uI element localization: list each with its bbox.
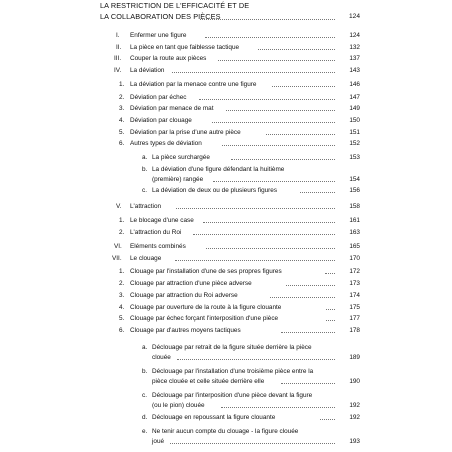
toc-entry-number: d. (142, 414, 148, 421)
toc-entry-title: La déviation de deux ou de plusieurs figures (152, 187, 278, 194)
toc-entry-page: 137 (349, 55, 360, 62)
toc-entry-page: 132 (349, 44, 360, 51)
toc-entry-title: Clouage par ouverture de la route à la figure clouante (130, 304, 282, 311)
toc-leader-dots (266, 133, 335, 135)
toc-entry-page: 193 (349, 438, 360, 445)
toc-entry-number: 1. (119, 81, 125, 88)
toc-entry (0, 116, 452, 125)
toc-entry-page: 161 (349, 217, 360, 224)
toc-entry-title: Déclouage par l'interposition d'une pièce devant la figure (152, 392, 313, 399)
toc-entry-number: 4. (119, 304, 125, 311)
toc-entry-title: Couper la route aux pièces (130, 55, 207, 62)
toc-entry-page: 143 (349, 67, 360, 74)
chapter-leader (200, 18, 335, 20)
toc-entry (0, 216, 452, 225)
toc-entry-page: 174 (349, 292, 360, 299)
toc-leader-dots (270, 296, 335, 298)
toc-leader-dots (300, 191, 335, 193)
toc-entry-page: 158 (349, 203, 360, 210)
toc-entry (0, 427, 452, 436)
toc-leader-dots (199, 98, 335, 100)
toc-entry-page: 192 (349, 414, 360, 421)
toc-leader-dots (325, 272, 335, 274)
toc-entry-number: VII. (112, 255, 122, 262)
toc-entry-title: Clouage par l'installation d'une de ses propres figures (130, 268, 282, 275)
toc-entry-page: 156 (349, 187, 360, 194)
toc-entry-page: 163 (349, 229, 360, 236)
toc-leader-dots (226, 109, 335, 111)
toc-entry-title: La déviation (130, 67, 165, 74)
toc-entry (0, 165, 452, 174)
toc-entry-number: b. (142, 368, 148, 375)
toc-leader-dots (326, 308, 335, 310)
toc-entry (0, 377, 452, 386)
toc-entry-title: Clouage par attraction du Roi adverse (130, 292, 238, 299)
toc-entry-page: 146 (349, 81, 360, 88)
toc-entry-page: 151 (349, 129, 360, 136)
toc-leader-dots (281, 331, 335, 333)
toc-leader-dots (170, 442, 335, 444)
toc-entry-number: 5. (119, 129, 125, 136)
toc-entry-title: Déviation par clouage (130, 117, 192, 124)
toc-leader-dots (177, 358, 335, 360)
toc-entry-number: VI. (114, 243, 122, 250)
toc-entry (0, 413, 452, 422)
toc-entry (0, 104, 452, 113)
toc-entry (0, 202, 452, 211)
toc-entry-page: 175 (349, 304, 360, 311)
toc-entry-number: 5. (119, 315, 125, 322)
toc-entry-number: V. (116, 203, 122, 210)
toc-entry-title: Clouage par d'autres moyens tactiques (130, 327, 241, 334)
toc-leader-dots (326, 319, 335, 321)
toc-entry-title: Ne tenir aucun compte du clouage - la figure clouée (152, 428, 299, 435)
toc-leader-dots (320, 418, 335, 420)
toc-entry-page: 165 (349, 243, 360, 250)
toc-entry-title: L'attraction (130, 203, 162, 210)
toc-entry (0, 437, 452, 446)
toc-leader-dots (205, 36, 335, 38)
toc-leader-dots (206, 247, 335, 249)
toc-leader-dots (213, 180, 335, 182)
toc-entry-title: Le clouage (130, 255, 162, 262)
toc-entry (0, 343, 452, 352)
toc-entry-title: Déviation par menace de mat (130, 105, 214, 112)
toc-entry-number: e. (142, 428, 148, 435)
toc-entry-title: Déviation par échec (130, 94, 187, 101)
toc-entry (0, 228, 452, 237)
toc-leader-dots (172, 71, 335, 73)
toc-leader-dots (286, 284, 335, 286)
toc-entry-title: Clouage par attraction d'une pièce adverse (130, 280, 252, 287)
chapter-title-line1: LA RESTRICTION DE L'EFFICACITÉ ET DE (100, 1, 250, 10)
toc-entry (0, 391, 452, 400)
toc-leader-dots (231, 158, 335, 160)
toc-entry-number: III. (114, 55, 122, 62)
toc-entry-title: joué (152, 438, 165, 445)
toc-leader-dots (258, 48, 335, 50)
toc-leader-dots (281, 382, 335, 384)
toc-entry-number: 3. (119, 292, 125, 299)
toc-entry-number: a. (142, 154, 148, 161)
toc-entry-page: 147 (349, 94, 360, 101)
toc-entry (0, 279, 452, 288)
toc-entry-title: Eléments combinés (130, 243, 186, 250)
toc-entry-number: 2. (119, 229, 125, 236)
toc-entry (0, 54, 452, 63)
toc-entry-title: Déclouage en repoussant la figure clouante (152, 414, 276, 421)
toc-entry (0, 139, 452, 148)
toc-entry-number: a. (142, 344, 148, 351)
toc-entry-number: II. (116, 44, 122, 51)
toc-entry-title: (ou le pion) clouée (152, 402, 205, 409)
toc-entry-number: 1. (119, 268, 125, 275)
toc-entry-number: b. (142, 166, 148, 173)
toc-entry-title: Le blocage d'une case (130, 217, 194, 224)
toc-entry-page: 149 (349, 105, 360, 112)
toc-leader-dots (218, 59, 335, 61)
toc-entry-title: clouée (152, 354, 171, 361)
toc-entry-title: (première) rangée (152, 176, 204, 183)
toc-entry (0, 93, 452, 102)
toc-leader-dots (176, 207, 335, 209)
toc-entry (0, 80, 452, 89)
toc-leader-dots (272, 85, 335, 87)
toc-entry-page: 190 (349, 378, 360, 385)
toc-entry (0, 401, 452, 410)
toc-entry-title: Autres types de déviation (130, 140, 202, 147)
toc-entry (0, 242, 452, 251)
toc-entry-number: 4. (119, 117, 125, 124)
toc-entry-title: Déclouage par l'installation d'une troisième pièce entre la (152, 368, 314, 375)
toc-entry (0, 66, 452, 75)
toc-entry-number: 2. (119, 280, 125, 287)
toc-entry (0, 326, 452, 335)
toc-entry-title: La pièce surchargée (152, 154, 210, 161)
toc-entry (0, 314, 452, 323)
toc-entry-page: 153 (349, 154, 360, 161)
toc-entry-title: Déclouage par retrait de la figure située derrière la pièce (152, 344, 312, 351)
toc-entry (0, 291, 452, 300)
toc-entry (0, 128, 452, 137)
toc-entry-title: L'attraction du Roi (130, 229, 182, 236)
toc-entry-number: 6. (119, 140, 125, 147)
toc-entry-page: 170 (349, 255, 360, 262)
toc-entry-page: 124 (349, 32, 360, 39)
toc-entry-page: 178 (349, 327, 360, 334)
toc-entry-page: 154 (349, 176, 360, 183)
toc-entry-title: La déviation d'une figure défendant la huitième (152, 166, 285, 173)
toc-entry (0, 367, 452, 376)
chapter-title-line2: LA COLLABORATION DES PIÈCES (100, 12, 221, 21)
toc-entry (0, 267, 452, 276)
chapter-page: 124 (348, 13, 360, 20)
toc-leader-dots (222, 144, 335, 146)
toc-entry-title: La déviation par la menace contre une figure (130, 81, 257, 88)
toc-entry-page: 172 (349, 268, 360, 275)
toc-entry-page: 150 (349, 117, 360, 124)
toc-entry-number: 2. (119, 94, 125, 101)
toc-entry-page: 173 (349, 280, 360, 287)
toc-entry-page: 189 (349, 354, 360, 361)
toc-leader-dots (203, 221, 335, 223)
toc-leader-dots (221, 406, 335, 408)
toc-leader-dots (193, 233, 335, 235)
toc-entry-title: pièce clouée et celle située derrière elle (152, 378, 265, 385)
toc-entry (0, 175, 452, 184)
toc-leader-dots (175, 259, 335, 261)
toc-entry-page: 152 (349, 140, 360, 147)
toc-entry-number: 6. (119, 327, 125, 334)
toc-entry (0, 153, 452, 162)
toc-entry-page: 192 (349, 402, 360, 409)
toc-entry-title: La pièce en tant que faiblesse tactique (130, 44, 240, 51)
toc-entry (0, 303, 452, 312)
toc-entry-number: 1. (119, 217, 125, 224)
toc-entry-number: IV. (114, 67, 122, 74)
toc-entry-title: Déviation par la prise d'une autre pièce (130, 129, 241, 136)
toc-entry-number: c. (142, 187, 147, 194)
toc-entry-title: Clouage par échec forçant l'interposition d'une pièce (130, 315, 279, 322)
toc-entry-page: 177 (349, 315, 360, 322)
toc-entry-title: Enfermer une figure (130, 32, 187, 39)
toc-entry-number: c. (142, 392, 147, 399)
toc-entry-number: I. (116, 32, 120, 39)
toc-entry (0, 31, 452, 40)
toc-entry (0, 254, 452, 263)
toc-entry (0, 353, 452, 362)
toc-entry (0, 186, 452, 195)
toc-entry-number: 3. (119, 105, 125, 112)
toc-entry (0, 43, 452, 52)
toc-leader-dots (212, 121, 335, 123)
